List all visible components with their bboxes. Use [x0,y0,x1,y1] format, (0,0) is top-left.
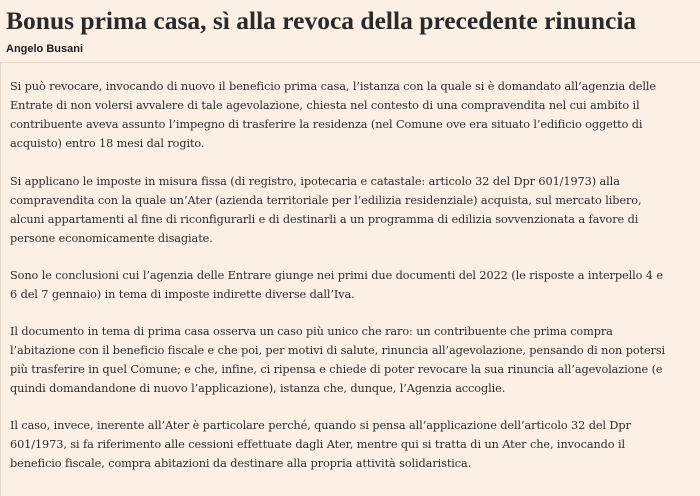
article-author: Angelo Busani [6,43,84,55]
paragraph-4 [10,322,665,398]
paragraph-line: persone economicamente disagiate. [10,232,213,245]
paragraph-line: beneficio fiscale, compra abitazioni da destinare alla propria attività solidaristica. [10,457,472,470]
paragraph-line: Il documento in tema di prima casa osserva un caso più unico che raro: un contribuente che prima compra [10,325,613,338]
paragraph-line: contribuente aveva assunto l’impegno di trasferire la residenza (nel Comune ove era situato l’edificio oggetto di [10,118,643,131]
paragraph-line: più trasferire in quel Comune; e che, infine, ci ripensa e chiede di poter revocare la sua rinuncia all’agevolazione (e [10,363,663,376]
paragraph-3 [10,266,663,304]
paragraph-line: Entrate di non volersi avvalere di tale agevolazione, chiesta nel contesto di una compravendita nel cui ambito il [10,99,640,112]
article-title: Bonus prima casa, sì alla revoca della precedente rinuncia [6,6,637,35]
paragraph-line: alcuni appartamenti al fine di riconfigurarli e di destinarli a un programma di edilizia sovvenzionata a favore di [10,213,639,226]
paragraph-5 [10,416,631,473]
paragraph-line: 601/1973, si fa riferimento alle cessioni effettuate dagli Ater, mentre qui si tratta di un Ater che, invocando il [10,438,625,451]
article-body [0,62,700,496]
paragraph-2 [10,172,641,248]
paragraph-line: Sono le conclusioni cui l’agenzia delle Entrare giunge nei primi due documenti del 2022 (le risposte a interpello 4 e [10,269,663,282]
paragraph-line: compravendita con la quale un’Ater (azienda territoriale per l’edilizia residenziale) acquista, sul mercato libero, [10,194,642,207]
paragraph-line: Si applicano le imposte in misura fissa (di registro, ipotecaria e catastale: articolo 32 del Dpr 601/1973) alla [10,175,620,188]
paragraph-line: Si può revocare, invocando di nuovo il beneficio prima casa, l’istanza con la quale si è domandato all’agenzia delle [10,80,656,93]
paragraph-1 [10,77,656,153]
paragraph-line: acquisto) entro 18 mesi dal rogito. [10,137,205,150]
paragraph-line: quindi domandandone di nuovo l’applicazione), istanza che, dunque, l’Agenzia accoglie. [10,382,506,395]
paragraph-line: 6 del 7 gennaio) in tema di imposte indirette diverse dall’Iva. [10,288,355,301]
paragraph-line: l’abitazione con il beneficio fiscale e che poi, per motivi di salute, rinuncia all’agevolazione, pensando di non potersi [10,344,666,357]
paragraph-line: Il caso, invece, inerente all’Ater è particolare perché, quando si pensa all’applicazione dell’articolo 32 del Dpr [10,419,631,432]
